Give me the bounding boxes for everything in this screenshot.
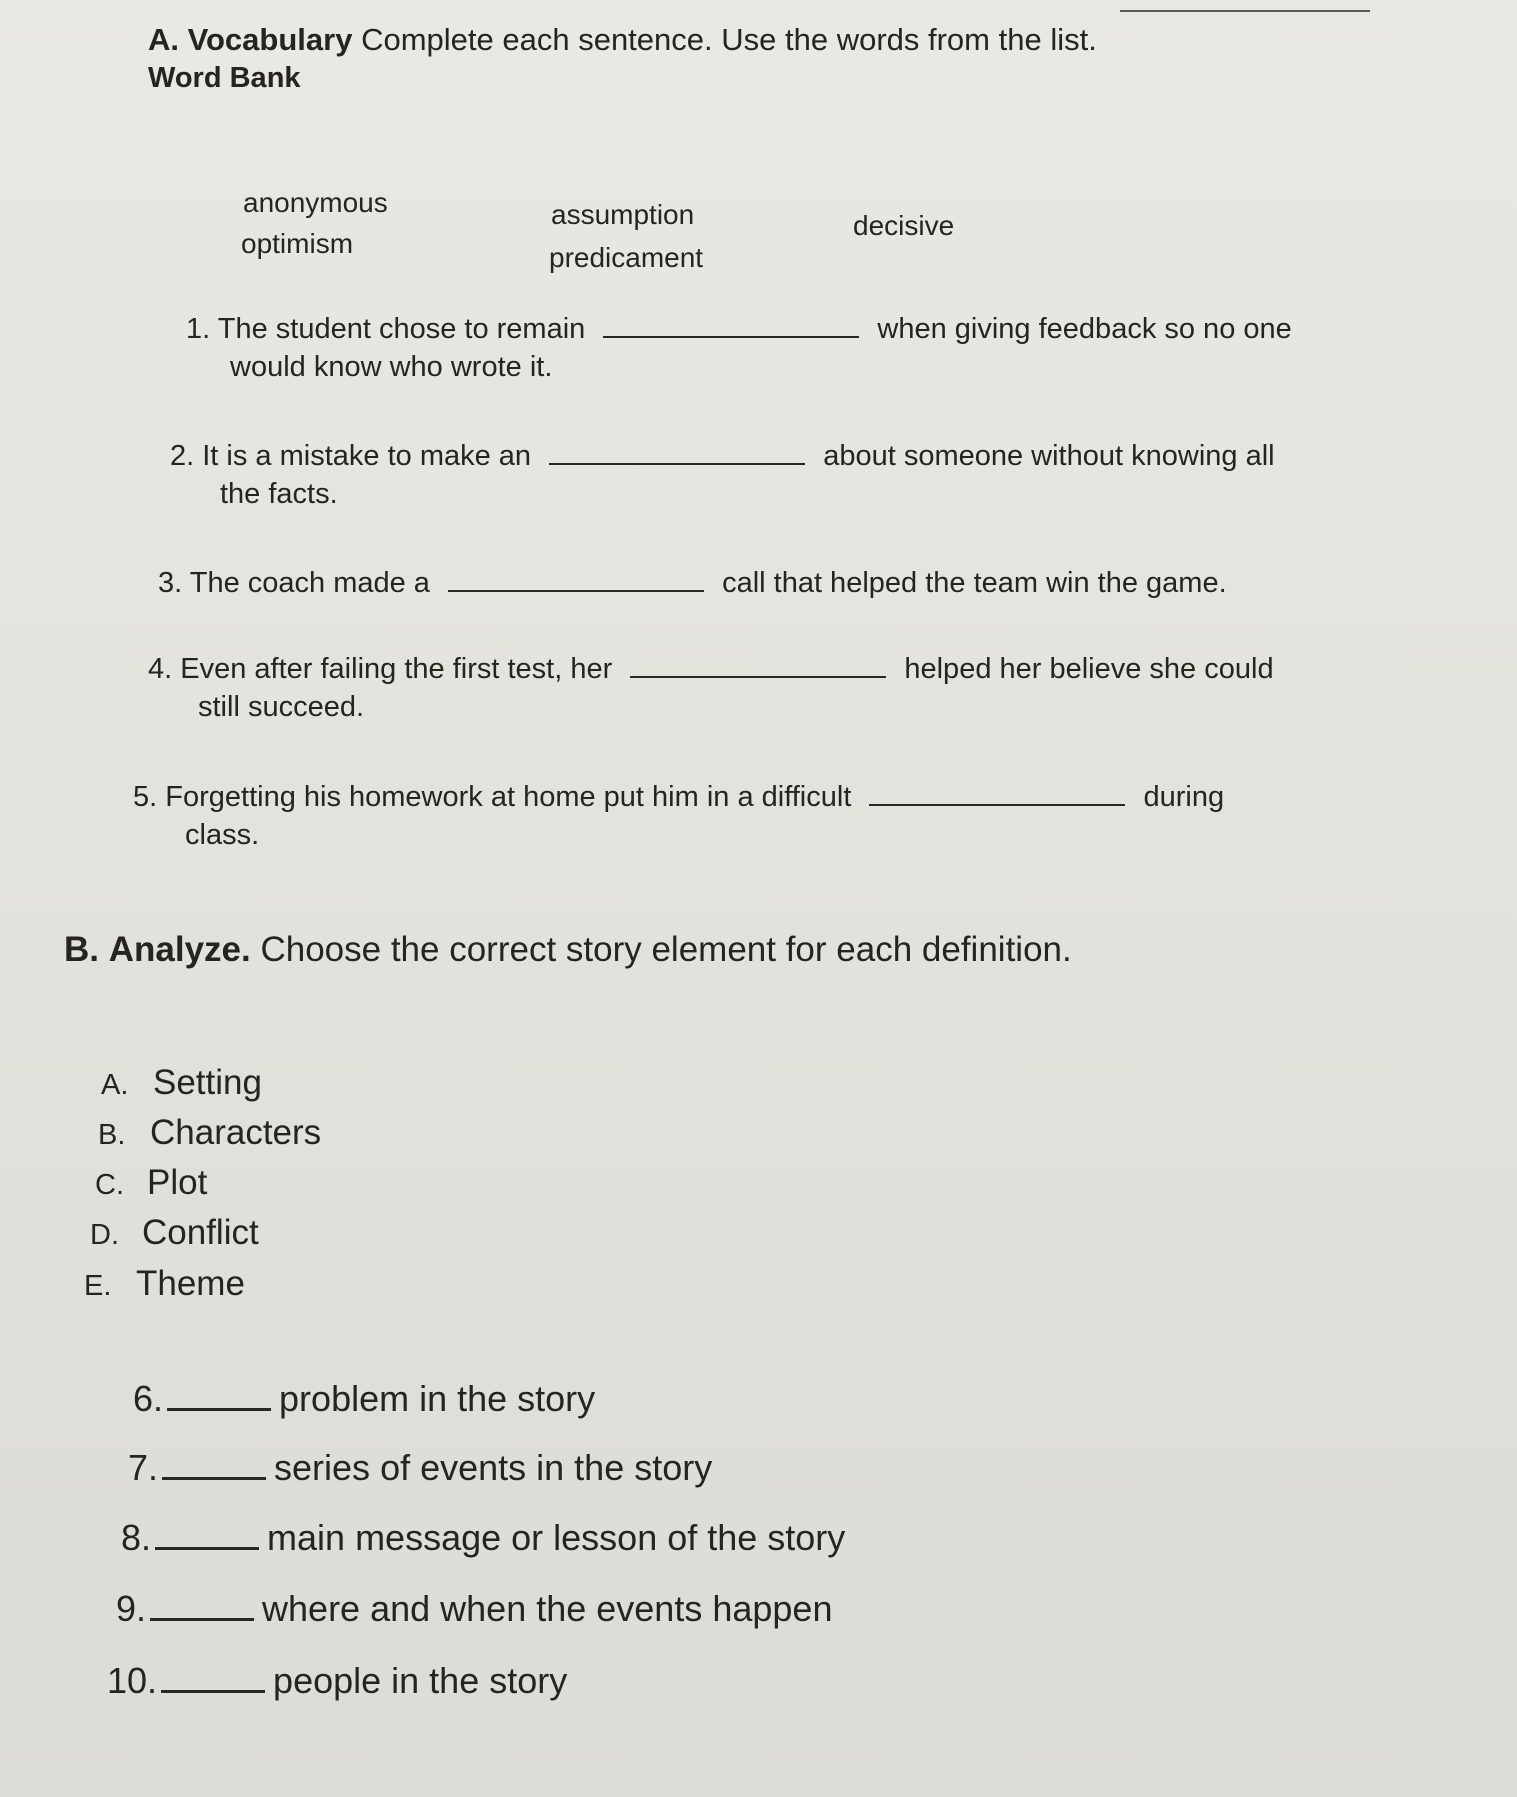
question-text-after: about someone without knowing all [823, 440, 1275, 472]
answer-blank[interactable] [448, 564, 704, 592]
answer-blank[interactable] [162, 1447, 266, 1480]
section-a-title: Vocabulary [187, 22, 353, 57]
story-element-option [98, 1113, 321, 1153]
section-a-instructions: Complete each sentence. Use the words from the list. [361, 22, 1097, 57]
option-text: Characters [150, 1113, 322, 1152]
definition-text: people in the story [273, 1660, 568, 1701]
answer-blank[interactable] [549, 437, 805, 465]
option-letter: B. [98, 1119, 126, 1151]
question-text-continuation: the facts. [220, 478, 338, 510]
question-number: 5. [133, 781, 158, 813]
definition-item [128, 1447, 712, 1489]
corner-rule [1120, 10, 1370, 12]
question-number: 2. [170, 440, 195, 472]
answer-blank[interactable] [630, 650, 886, 678]
section-b-title: Analyze. [108, 930, 251, 969]
definition-number: 6. [133, 1378, 164, 1419]
definition-number: 10. [107, 1660, 158, 1701]
word-bank-word: anonymous [243, 187, 388, 218]
story-element-option [95, 1163, 207, 1203]
question-number: 3. [158, 567, 183, 599]
section-b-label: B. [64, 930, 99, 969]
question-text-after: when giving feedback so no one [877, 313, 1292, 345]
vocab-question [158, 564, 1227, 602]
question-text-after: during [1143, 781, 1225, 813]
answer-blank[interactable] [167, 1378, 271, 1411]
question-text-before: Forgetting his homework at home put him in a difficult [165, 781, 852, 813]
answer-blank[interactable] [603, 310, 859, 338]
section-b-heading [64, 930, 1072, 970]
option-text: Setting [153, 1063, 262, 1102]
option-text: Conflict [142, 1213, 259, 1252]
definition-text: main message or lesson of the story [267, 1517, 846, 1558]
question-text-after: helped her believe she could [904, 653, 1274, 685]
question-text-before: Even after failing the first test, her [180, 653, 613, 685]
story-element-option [90, 1213, 259, 1253]
definition-item [116, 1588, 832, 1630]
section-a-label: A. [148, 22, 179, 57]
question-number: 1. [186, 313, 211, 345]
definition-text: problem in the story [279, 1378, 596, 1419]
word-bank-label: Word Bank [148, 62, 301, 94]
question-text-before: The student chose to remain [217, 313, 586, 345]
question-text-before: It is a mistake to make an [202, 440, 532, 472]
word-bank-word: assumption [551, 199, 695, 230]
option-text: Plot [147, 1163, 208, 1202]
option-letter: D. [90, 1219, 119, 1251]
story-element-option [84, 1264, 245, 1304]
section-b-instructions: Choose the correct story element for each definition. [260, 930, 1072, 969]
answer-blank[interactable] [150, 1588, 254, 1621]
answer-blank[interactable] [869, 778, 1125, 806]
question-text-continuation: still succeed. [198, 691, 365, 723]
answer-blank[interactable] [161, 1660, 265, 1693]
question-text-before: The coach made a [189, 567, 430, 599]
option-text: Theme [136, 1264, 245, 1303]
answer-blank[interactable] [155, 1517, 259, 1550]
definition-number: 8. [121, 1517, 152, 1558]
vocab-question [186, 310, 1292, 386]
option-letter: C. [95, 1169, 124, 1201]
definition-text: where and when the events happen [262, 1588, 833, 1629]
word-bank-word: optimism [241, 228, 354, 259]
question-text-continuation: class. [185, 819, 260, 851]
definition-number: 7. [128, 1447, 159, 1488]
definition-number: 9. [116, 1588, 147, 1629]
vocab-question [133, 778, 1224, 854]
definition-text: series of events in the story [274, 1447, 713, 1488]
option-letter: A. [101, 1069, 129, 1101]
definition-item [133, 1378, 595, 1420]
definition-item [107, 1660, 567, 1702]
definition-item [121, 1517, 845, 1559]
word-bank-word: predicament [549, 242, 704, 273]
vocab-question [148, 650, 1274, 726]
question-text-after: call that helped the team win the game. [722, 567, 1227, 599]
vocab-question [170, 437, 1275, 513]
word-bank-word: decisive [853, 210, 955, 241]
section-a-heading [148, 22, 1097, 58]
question-number: 4. [148, 653, 173, 685]
story-element-option [101, 1063, 262, 1103]
option-letter: E. [84, 1270, 112, 1302]
question-text-continuation: would know who wrote it. [230, 351, 553, 383]
